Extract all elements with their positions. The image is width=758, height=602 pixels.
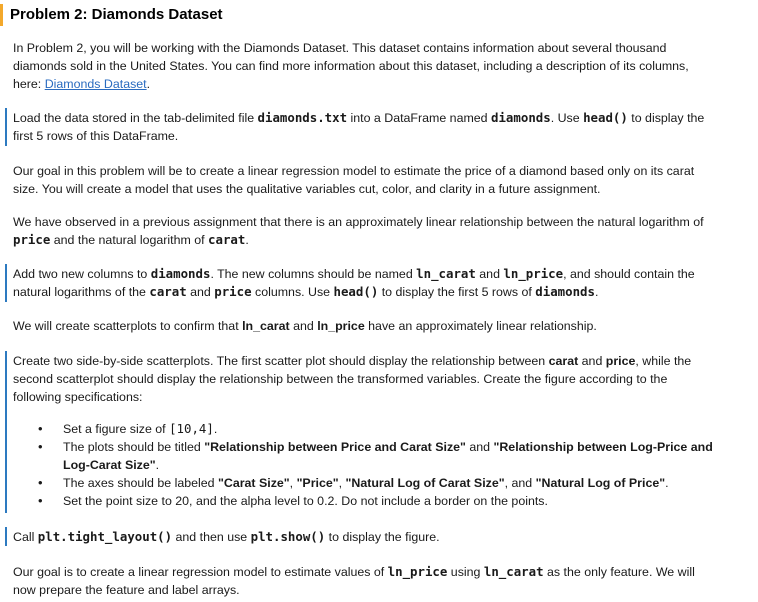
- addcols-text-6: columns. Use: [251, 285, 334, 299]
- code-ln-carat: ln_carat: [416, 266, 476, 281]
- spec3-text-3: ,: [338, 476, 346, 490]
- spec-item-points: • Set the point size to 20, and the alpha level to 0.2. Do not include a border on the points.: [13, 492, 713, 510]
- call-text-2: and then use: [172, 530, 251, 544]
- goal-text: Our goal in this problem will be to create a linear regression model to estimate the price of a diamond based only on its carat size. You will create a model that uses the qualitative variables cut, color, and clarity in a future assignment.: [13, 164, 695, 196]
- call-instruction: [13, 528, 713, 546]
- intro-paragraph: [13, 39, 713, 93]
- addcols-text-5: and: [186, 285, 215, 299]
- spec2-text-2: and: [465, 440, 494, 454]
- code-ln-carat: ln_carat: [483, 564, 544, 579]
- load-text-1: Load the data stored in the tab-delimited file: [13, 111, 258, 125]
- observed-text-1: We have observed in a previous assignment that there is an approximately linear relationship between the natural logarithm of: [13, 215, 704, 229]
- code-tight-layout: plt.tight_layout(): [37, 529, 173, 544]
- goal2-paragraph: [13, 563, 713, 599]
- load-text-3: . Use: [550, 111, 584, 125]
- code-carat: carat: [208, 232, 246, 247]
- bold-title-1: "Relationship between Price and Carat Size": [204, 440, 466, 454]
- spec2-text-3: .: [155, 458, 160, 472]
- problem-title: Problem 2: Diamonds Dataset: [0, 4, 223, 26]
- create-text-1: Create two side-by-side scatterplots. The first scatter plot should display the relationship between: [13, 354, 549, 368]
- goal2-text-1: Our goal is to create a linear regression model to estimate values of: [13, 565, 388, 579]
- addcols-text-7: to display the first 5 rows of: [378, 285, 536, 299]
- spec1-text-2: .: [213, 422, 218, 436]
- spec1-text-1: Set a figure size of: [63, 422, 170, 436]
- addcols-text-8: .: [594, 285, 599, 299]
- code-diamonds-txt: diamonds.txt: [257, 110, 348, 125]
- code-head: head(): [333, 284, 379, 299]
- bold-title-2: "Relationship between Log-Price and Log-Carat Size": [63, 440, 713, 472]
- bold-label-3: "Natural Log of Carat Size": [345, 476, 505, 490]
- addcols-text-1: Add two new columns to: [13, 267, 151, 281]
- observed-text-2: and the natural logarithm of: [50, 233, 209, 247]
- observed-text-3: .: [245, 233, 249, 247]
- code-diamonds: diamonds: [150, 266, 211, 281]
- code-price: price: [13, 232, 51, 247]
- bold-price: price: [605, 354, 636, 368]
- observed-paragraph: [13, 213, 713, 249]
- scatter-confirm-paragraph: [13, 317, 713, 335]
- create-plots-instruction: [13, 352, 713, 510]
- code-plt-show: plt.show(): [250, 529, 326, 544]
- spec3-text-5: .: [665, 476, 669, 490]
- intro-end: .: [146, 77, 151, 91]
- goal2-text-2: using: [447, 565, 484, 579]
- bold-ln-carat: ln_carat: [242, 319, 290, 333]
- spec3-text-1: The axes should be labeled: [63, 476, 218, 490]
- instruction-bar: [5, 527, 7, 546]
- spec-list: [13, 420, 713, 510]
- spec-item-axes: [13, 474, 713, 492]
- spec3-text-2: ,: [289, 476, 297, 490]
- code-figsize: [10,4]: [169, 421, 214, 436]
- spec-item-titles: [13, 438, 713, 474]
- load-text-2: into a DataFrame named: [347, 111, 492, 125]
- instruction-bar: [5, 264, 7, 302]
- code-head: head(): [583, 110, 628, 125]
- bold-label-2: "Price": [296, 476, 339, 490]
- call-text-1: Call: [13, 530, 38, 544]
- bold-ln-price: ln_price: [317, 319, 365, 333]
- confirm-text-1: We will create scatterplots to confirm that: [13, 319, 243, 333]
- code-diamonds: diamonds: [535, 284, 595, 299]
- code-diamonds: diamonds: [491, 110, 551, 125]
- bold-label-1: "Carat Size": [218, 476, 290, 490]
- bold-carat: carat: [548, 354, 579, 368]
- bold-label-4: "Natural Log of Price": [535, 476, 666, 490]
- spec2-text-1: The plots should be titled: [63, 440, 205, 454]
- call-text-3: to display the figure.: [325, 530, 440, 544]
- addcols-text-4: , and should contain the natural logarithms of the: [13, 267, 695, 299]
- instruction-bar: [5, 351, 7, 513]
- goal-paragraph: [13, 162, 713, 198]
- confirm-text-2: and: [289, 319, 318, 333]
- addcols-text-2: . The new columns should be named: [210, 267, 417, 281]
- diamonds-dataset-link[interactable]: Diamonds Dataset: [44, 77, 147, 91]
- load-instruction: [13, 109, 713, 145]
- create-text-3: , while the second scatterplot should display the relationship between the transformed variables. Create the figure according to the following specifications:: [13, 354, 692, 404]
- instruction-bar: [5, 108, 7, 146]
- code-carat: carat: [149, 284, 187, 299]
- create-text-2: and: [578, 354, 606, 368]
- code-ln-price: ln_price: [503, 266, 564, 281]
- add-columns-instruction: [13, 265, 713, 301]
- goal2-text-3: as the only feature. We will now prepare the feature and label arrays.: [13, 565, 695, 597]
- load-text-4: to display the first 5 rows of this DataFrame.: [13, 111, 705, 143]
- spec3-text-4: , and: [504, 476, 536, 490]
- confirm-text-3: have an approximately linear relationship.: [364, 319, 597, 333]
- intro-text: In Problem 2, you will be working with the Diamonds Dataset. This dataset contains information about several thousand diamonds sold in the United States. You can find more information about this dataset, including a description of its columns, here:: [13, 41, 689, 91]
- code-ln-price: ln_price: [387, 564, 448, 579]
- code-price: price: [214, 284, 252, 299]
- addcols-text-3: and: [475, 267, 504, 281]
- spec-item-figure-size: [13, 420, 713, 438]
